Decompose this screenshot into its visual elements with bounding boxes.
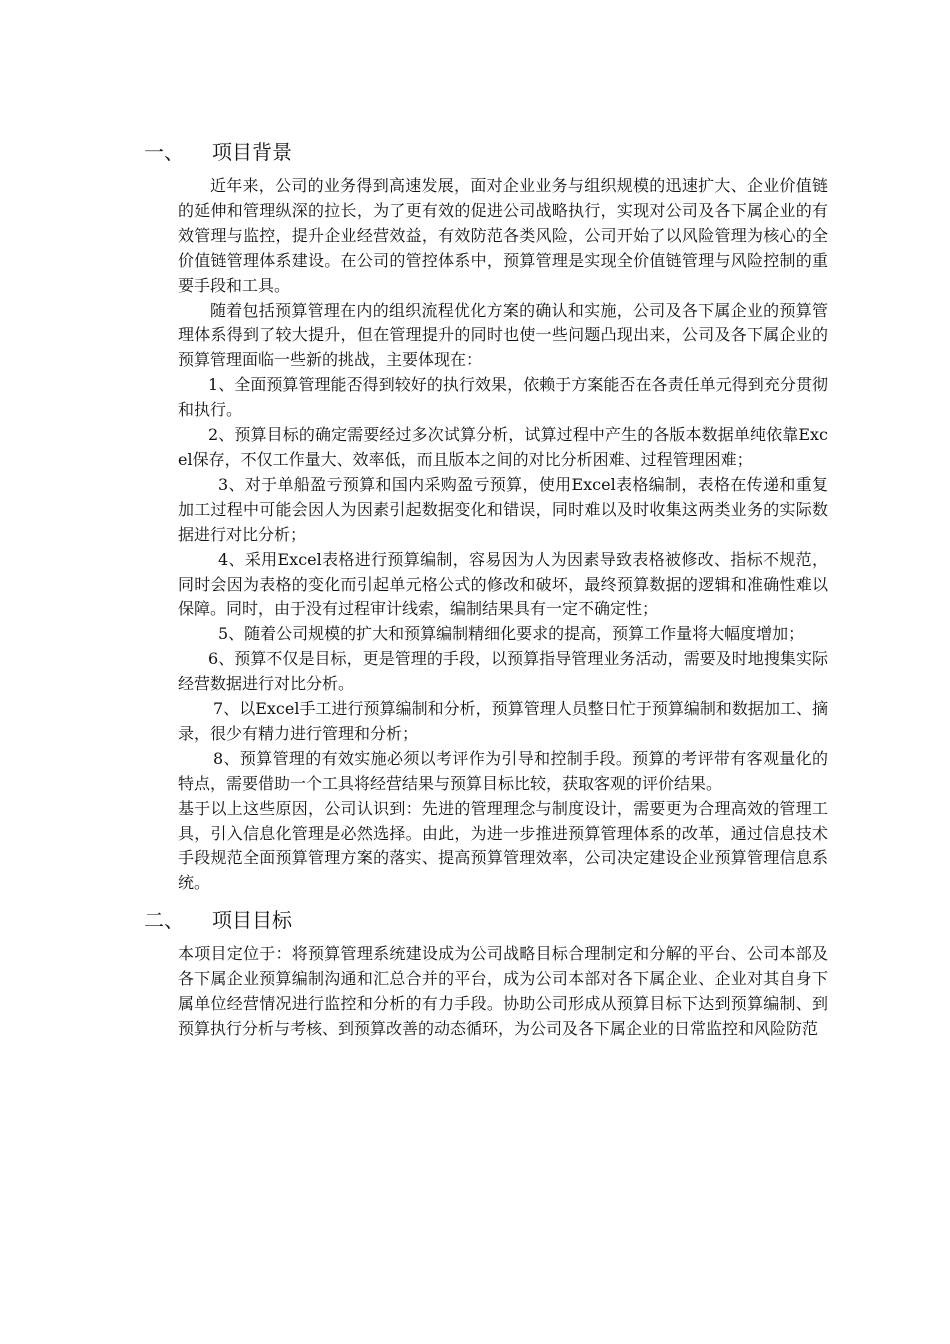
section-heading-1 xyxy=(144,136,828,168)
section-number: 一、 xyxy=(144,140,184,164)
document-body xyxy=(144,136,828,1042)
list-item: 8、预算管理的有效实施必须以考评作为引导和控制手段。预算的考评带有客观量化的特点，需要借助一个工具将经营结果与预算目标比较，获取客观的评价结果。 xyxy=(178,748,828,793)
list-item: 7、以Excel手工进行预算编制和分析，预算管理人员整日忙于预算编制和数据加工、摘录，很少有精力进行管理和分析； xyxy=(178,699,828,743)
paragraph: 基于以上这些原因，公司认识到：先进的管理理念与制度设计，需要更为合理高效的管理工具，引入信息化管理是必然选择。由此，为进一步推进预算管理体系的改革，通过信息技术手段规范全面预算管理方案的落实、提高预算管理效率，公司决定建设企业预算管理信息系统。 xyxy=(178,798,828,893)
list-item: 6、预算不仅是目标，更是管理的手段，以预算指导管理业务活动，需要及时地搜集实际经营数据进行对比分析。 xyxy=(178,649,828,694)
list-item: 2、预算目标的确定需要经过多次试算分析，试算过程中产生的各版本数据单纯依靠Excel保存，不仅工作量大、效率低，而且版本之间的对比分析困难、过程管理困难； xyxy=(178,425,828,469)
section-title: 项目目标 xyxy=(212,908,292,933)
paragraph: 本项目定位于：将预算管理系统建设成为公司战略目标合理制定和分解的平台、公司本部及各下属企业预算编制沟通和汇总合并的平台，成为公司本部对各下属企业、企业对其自身下属单位经营情况进行监控和分析的有力手段。协助公司形成从预算目标下达到预算编制、到预算执行分析与考核、到预算改善的动态循环，为公司及各下属企业的日常监控和风险防范 xyxy=(178,944,828,1038)
section-title: 项目背景 xyxy=(212,140,292,164)
list-item: 5、随着公司规模的扩大和预算编制精细化要求的提高，预算工作量将大幅度增加； xyxy=(218,624,805,644)
paragraph: 随着包括预算管理在内的组织流程优化方案的确认和实施，公司及各下属企业的预算管理体系得到了较大提升，但在管理提升的同时也使一些问题凸现出来，公司及各下属企业的预算管理面临一些新的挑战，主要体现在： xyxy=(178,300,828,370)
list-item: 1、全面预算管理能否得到较好的执行效果，依赖于方案能否在各责任单元得到充分贯彻和执行。 xyxy=(178,375,828,420)
list-item: 3、对于单船盈亏预算和国内采购盈亏预算，使用Excel表格编制，表格在传递和重复加工过程中可能会因人为因素引起数据变化和错误，同时难以及时收集这两类业务的实际数据进行对比分析； xyxy=(178,474,828,544)
paragraph: 近年来，公司的业务得到高速发展，面对企业业务与组织规模的迅速扩大、企业价值链的延伸和管理纵深的拉长，为了更有效的促进公司战略执行，实现对公司及各下属企业的有效管理与监控，提升企业经营效益，有效防范各类风险，公司开始了以风险管理为核心的全价值链管理体系建设。在公司的管控体系中，预算管理是实现全价值链管理与风险控制的重要手段和工具。 xyxy=(178,176,828,295)
section-number: 二、 xyxy=(144,908,184,933)
section-heading-2 xyxy=(144,904,828,936)
list-item: 4、采用Excel表格进行预算编制，容易因为人为因素导致表格被修改、指标不规范，同时会因为表格的变化而引起单元格公式的修改和破坏，最终预算数据的逻辑和准确性难以保障。同时，由于没有过程审计线索，编制结果具有一定不确定性； xyxy=(178,549,828,619)
